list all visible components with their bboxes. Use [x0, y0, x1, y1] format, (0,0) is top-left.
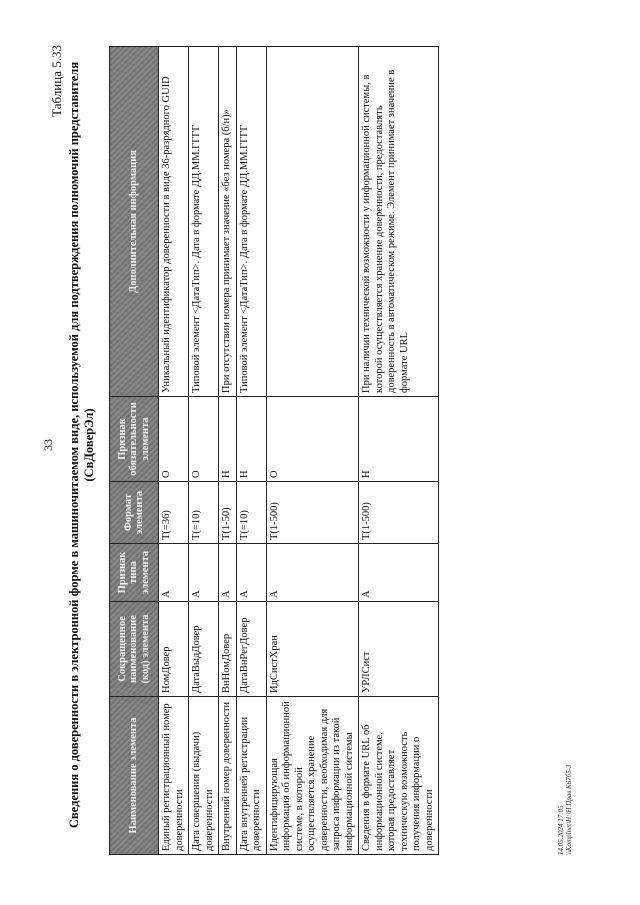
cell-code: ИдСистХран: [266, 602, 359, 697]
stamp-date: 14.05.2024 17:05: [557, 805, 565, 855]
cell-required: О: [189, 397, 219, 482]
cell-required: Н: [236, 397, 266, 482]
elements-table: [109, 46, 439, 855]
cell-format: Т(=10): [236, 482, 266, 544]
column-header-name: Наименование элемента: [110, 697, 159, 855]
cell-name: Идентифицирующая информация об информационной системе, в которой осуществляется хранение доверенности, необходимая для запроса информации из такой информационной системы: [266, 697, 359, 855]
column-header-info: Дополнительная информация: [110, 47, 159, 397]
cell-info: Уникальный идентификатор доверенности в виде 36-разрядного GUID: [159, 47, 189, 397]
cell-format: Т(1-500): [359, 482, 439, 544]
cell-code: УРЛСист: [359, 602, 439, 697]
rotated-page: [35, 15, 595, 875]
cell-code: ДатаВнРегДовер: [236, 602, 266, 697]
cell-info: При наличии технической возможности у информационной системы, в которой осуществляется хранение доверенности, предоставлять доверенность в автоматическом режиме. Элемент принимает значение в формате URL: [359, 47, 439, 397]
table-header-row: [110, 47, 159, 855]
cell-code: НомДовер: [159, 602, 189, 697]
print-stamp: [557, 764, 573, 855]
table-row: [219, 47, 237, 855]
table-row: [236, 47, 266, 855]
cell-required: О: [266, 397, 359, 482]
cell-type: А: [159, 544, 189, 602]
cell-format: Т(=36): [159, 482, 189, 544]
cell-type: А: [359, 544, 439, 602]
table-row: [189, 47, 219, 855]
cell-format: Т(1-50): [219, 482, 237, 544]
cell-required: О: [159, 397, 189, 482]
cell-name: Внутренний номер доверенности: [219, 697, 237, 855]
table-row: [359, 47, 439, 855]
cell-info: При отсутствии номера принимает значение «без номера (б/н)»: [219, 47, 237, 397]
cell-format: Т(=10): [189, 482, 219, 544]
cell-name: Дата совершения (выдачи) доверенности: [189, 697, 219, 855]
cell-type: А: [189, 544, 219, 602]
column-header-format: Формат элемента: [110, 482, 159, 544]
table-row: [266, 47, 359, 855]
cell-type: А: [236, 544, 266, 602]
table-row: [159, 47, 189, 855]
cell-name: Дата внутренней регистрации доверенности: [236, 697, 266, 855]
cell-code: ВнНомДовер: [219, 602, 237, 697]
cell-code: ДатаВыдДовер: [189, 602, 219, 697]
column-header-code: Сокращенное наименование (код) элемента: [110, 602, 159, 697]
column-header-type: Признак типа элемента: [110, 544, 159, 602]
cell-info: [266, 47, 359, 397]
cell-info: Типовой элемент <ДатаТип>. Дата в формате ДД.ММ.ГГГГ: [189, 47, 219, 397]
cell-required: Н: [359, 397, 439, 482]
table-title: Сведения о доверенности в электронной форме в машиночитаемом виде, используемой для подтверждения полномочий представителя (СвДоверЭл): [67, 61, 96, 829]
cell-type: А: [219, 544, 237, 602]
cell-name: Единый регистрационный номер доверенности: [159, 697, 189, 855]
page-number: 33: [41, 439, 55, 451]
cell-format: Т(1-500): [266, 482, 359, 544]
column-header-required: Признак обязательности элемента: [110, 397, 159, 482]
cell-name: Сведения в формате URL об информационной системе, которая предоставляет техническую возможность получения информации о доверенности: [359, 697, 439, 855]
stamp-path: \\Komplnet\Н:\Н.Прав К67б5-3: [565, 764, 573, 855]
cell-type: А: [266, 544, 359, 602]
cell-required: Н: [219, 397, 237, 482]
cell-info: Типовой элемент <ДатаТип>. Дата в формате ДД.ММ.ГГГГ: [236, 47, 266, 397]
table-label: Таблица 5.33: [49, 45, 64, 117]
